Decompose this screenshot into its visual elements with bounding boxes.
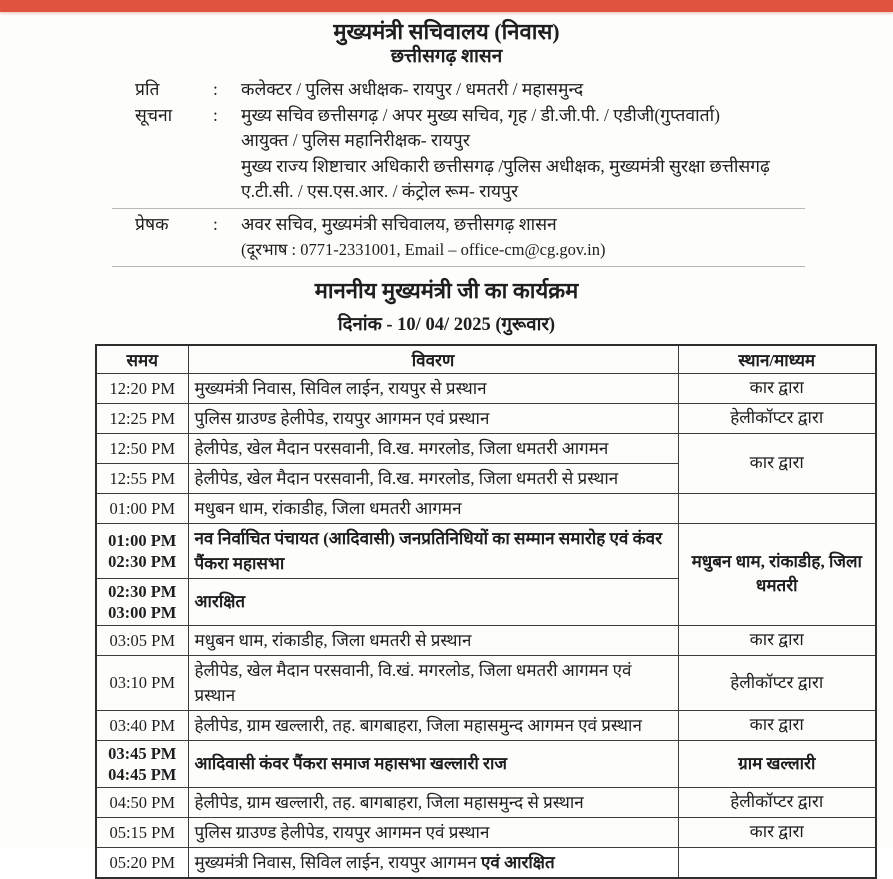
- to-row: [135, 77, 853, 103]
- venue-cell: ग्राम खल्लारी: [678, 740, 876, 787]
- time-cell: [96, 817, 188, 847]
- description-cell: हेलीपेड, ग्राम खल्लारी, तह. बागबाहरा, जिला महासमुन्द से प्रस्थान: [188, 787, 678, 817]
- description-cell: आरक्षित: [188, 578, 678, 625]
- venue-cell: हेलीकॉप्टर द्वारा: [678, 655, 876, 710]
- description-cell: हेलीपेड, ग्राम खल्लारी, तह. बागबाहरा, जिला महासमुन्द आगमन एवं प्रस्थान: [188, 710, 678, 740]
- time-value: 03:45 PM: [108, 743, 177, 763]
- description-cell: मुख्यमंत्री निवास, सिविल लाईन, रायपुर आगमन एवं आरक्षित: [188, 847, 678, 878]
- venue-cell: [678, 493, 876, 523]
- venue-cell: [678, 847, 876, 878]
- info-row-continued: [135, 179, 853, 205]
- time-cell: [96, 625, 188, 655]
- schedule-row: [96, 625, 876, 655]
- to-value: कलेक्टर / पुलिस अधीक्षक- रायपुर / धमतरी / महासमुन्द: [241, 79, 584, 99]
- letterhead-govt-title: छत्तीसगढ़ शासन: [390, 46, 503, 67]
- time-cell: [96, 493, 188, 523]
- schedule-row: [96, 787, 876, 817]
- time-value: 12:55 PM: [109, 468, 176, 488]
- description-cell: आदिवासी कंवर पैंकरा समाज महासभा खल्लारी राज: [188, 740, 678, 787]
- time-value: 05:20 PM: [109, 852, 176, 872]
- letterhead: [0, 12, 893, 68]
- header-time: समय: [96, 345, 188, 374]
- description-cell: मधुबन धाम, रांकाडीह, जिला धमतरी से प्रस्थान: [188, 625, 678, 655]
- time-value: 02:30 PM: [108, 551, 177, 571]
- program-date: दिनांक - 10/ 04/ 2025 (गुरूवार): [337, 314, 556, 335]
- time-value: 12:20 PM: [109, 378, 176, 398]
- time-value: 03:40 PM: [109, 715, 176, 735]
- venue-cell: कार द्वारा: [678, 625, 876, 655]
- info-row-continued: [135, 128, 853, 154]
- schedule-row: [96, 655, 876, 710]
- description-bold-part: एवं आरक्षित: [480, 852, 555, 872]
- time-cell: [96, 787, 188, 817]
- time-cell: [96, 373, 188, 403]
- letterhead-office-title: मुख्यमंत्री सचिवालय (निवास): [333, 19, 560, 44]
- divider-line: [112, 266, 805, 267]
- time-cell: [96, 847, 188, 878]
- to-label: प्रति: [135, 79, 160, 99]
- info-line: मुख्य सचिव छत्तीसगढ़ / अपर मुख्य सचिव, गृह / डी.जी.पी. / एडीजी(गुप्तवार्ता): [241, 104, 720, 125]
- info-row: [135, 103, 853, 129]
- description-cell: पुलिस ग्राउण्ड हेलीपेड, रायपुर आगमन एवं प्रस्थान: [188, 403, 678, 433]
- top-accent-bar: [0, 0, 893, 12]
- schedule-header-row: [96, 345, 876, 374]
- to-colon: :: [213, 79, 218, 99]
- info-label: सूचना: [135, 104, 173, 125]
- time-value: 03:00 PM: [108, 602, 177, 622]
- time-value: 12:50 PM: [109, 438, 176, 458]
- time-cell: [96, 740, 188, 787]
- schedule-row: [96, 373, 876, 403]
- time-value: 03:10 PM: [109, 673, 176, 692]
- description-cell: नव निर्वाचित पंचायत (आदिवासी) जनप्रतिनिधियों का सम्मान समारोह एवं कंवर पैंकरा महासभा: [188, 523, 678, 578]
- info-line: ए.टी.सी. / एस.एस.आर. / कंट्रोल रूम- रायपुर: [241, 181, 519, 201]
- contact-line: (दूरभाष : 0771-2331001, Email – office-cm@cg.gov.in): [241, 240, 606, 259]
- sender-label: प्रेषक: [135, 213, 169, 234]
- divider-line: [112, 208, 805, 209]
- sender-row: [135, 212, 853, 238]
- time-cell: [96, 463, 188, 493]
- schedule-row: [96, 847, 876, 878]
- schedule-row: [96, 817, 876, 847]
- schedule-row: [96, 403, 876, 433]
- schedule-row: [96, 433, 876, 463]
- info-line: मुख्य राज्य शिष्टाचार अधिकारी छत्तीसगढ़ /पुलिस अधीक्षक, मुख्यमंत्री सुरक्षा छत्तीसगढ़: [241, 155, 770, 176]
- venue-cell: कार द्वारा: [678, 373, 876, 403]
- schedule-row: [96, 523, 876, 578]
- header-description: विवरण: [188, 345, 678, 374]
- description-cell: मधुबन धाम, रांकाडीह, जिला धमतरी आगमन: [188, 493, 678, 523]
- description-cell: हेलीपेड, खेल मैदान परसवानी, वि.खं. मगरलोड, जिला धमतरी आगमन एवं प्रस्थान: [188, 655, 678, 710]
- info-colon: :: [213, 104, 218, 125]
- time-cell: [96, 655, 188, 710]
- info-row-continued: [135, 154, 853, 180]
- sender-value: अवर सचिव, मुख्यमंत्री सचिवालय, छत्तीसगढ़ शासन: [241, 213, 557, 234]
- time-cell: [96, 578, 188, 625]
- schedule-row: [96, 493, 876, 523]
- time-value: 12:25 PM: [109, 408, 176, 428]
- description-cell: हेलीपेड, खेल मैदान परसवानी, वि.ख. मगरलोड, जिला धमतरी आगमन: [188, 433, 678, 463]
- time-value: 02:30 PM: [108, 581, 177, 601]
- schedule-header: [96, 345, 876, 374]
- time-value: 05:15 PM: [109, 822, 176, 842]
- time-cell: [96, 403, 188, 433]
- time-cell: [96, 523, 188, 578]
- schedule-row: [96, 710, 876, 740]
- time-value: 01:00 PM: [108, 530, 177, 550]
- schedule-row: [96, 740, 876, 787]
- header-venue: स्थान/माध्यम: [678, 345, 876, 374]
- venue-cell: कार द्वारा: [678, 817, 876, 847]
- contact-row: [135, 237, 853, 263]
- schedule-body: [96, 373, 876, 878]
- program-title: माननीय मुख्यमंत्री जी का कार्यक्रम: [314, 277, 579, 303]
- time-value: 04:45 PM: [108, 764, 177, 784]
- time-value: 03:05 PM: [109, 630, 176, 650]
- venue-cell: कार द्वारा: [678, 710, 876, 740]
- venue-cell: हेलीकॉप्टर द्वारा: [678, 403, 876, 433]
- description-cell: मुख्यमंत्री निवास, सिविल लाईन, रायपुर से प्रस्थान: [188, 373, 678, 403]
- sender-colon: :: [213, 213, 218, 234]
- description-cell: पुलिस ग्राउण्ड हेलीपेड, रायपुर आगमन एवं प्रस्थान: [188, 817, 678, 847]
- schedule-table: [95, 344, 877, 879]
- time-cell: [96, 710, 188, 740]
- address-block: [0, 77, 893, 267]
- venue-cell: मधुबन धाम, रांकाडीह, जिला धमतरी: [678, 523, 876, 625]
- venue-cell: कार द्वारा: [678, 433, 876, 493]
- venue-cell: हेलीकॉप्टर द्वारा: [678, 787, 876, 817]
- time-value: 01:00 PM: [109, 498, 176, 518]
- description-cell: हेलीपेड, खेल मैदान परसवानी, वि.ख. मगरलोड, जिला धमतरी से प्रस्थान: [188, 463, 678, 493]
- info-line: आयुक्त / पुलिस महानिरीक्षक- रायपुर: [241, 130, 470, 150]
- time-cell: [96, 433, 188, 463]
- time-value: 04:50 PM: [109, 792, 176, 812]
